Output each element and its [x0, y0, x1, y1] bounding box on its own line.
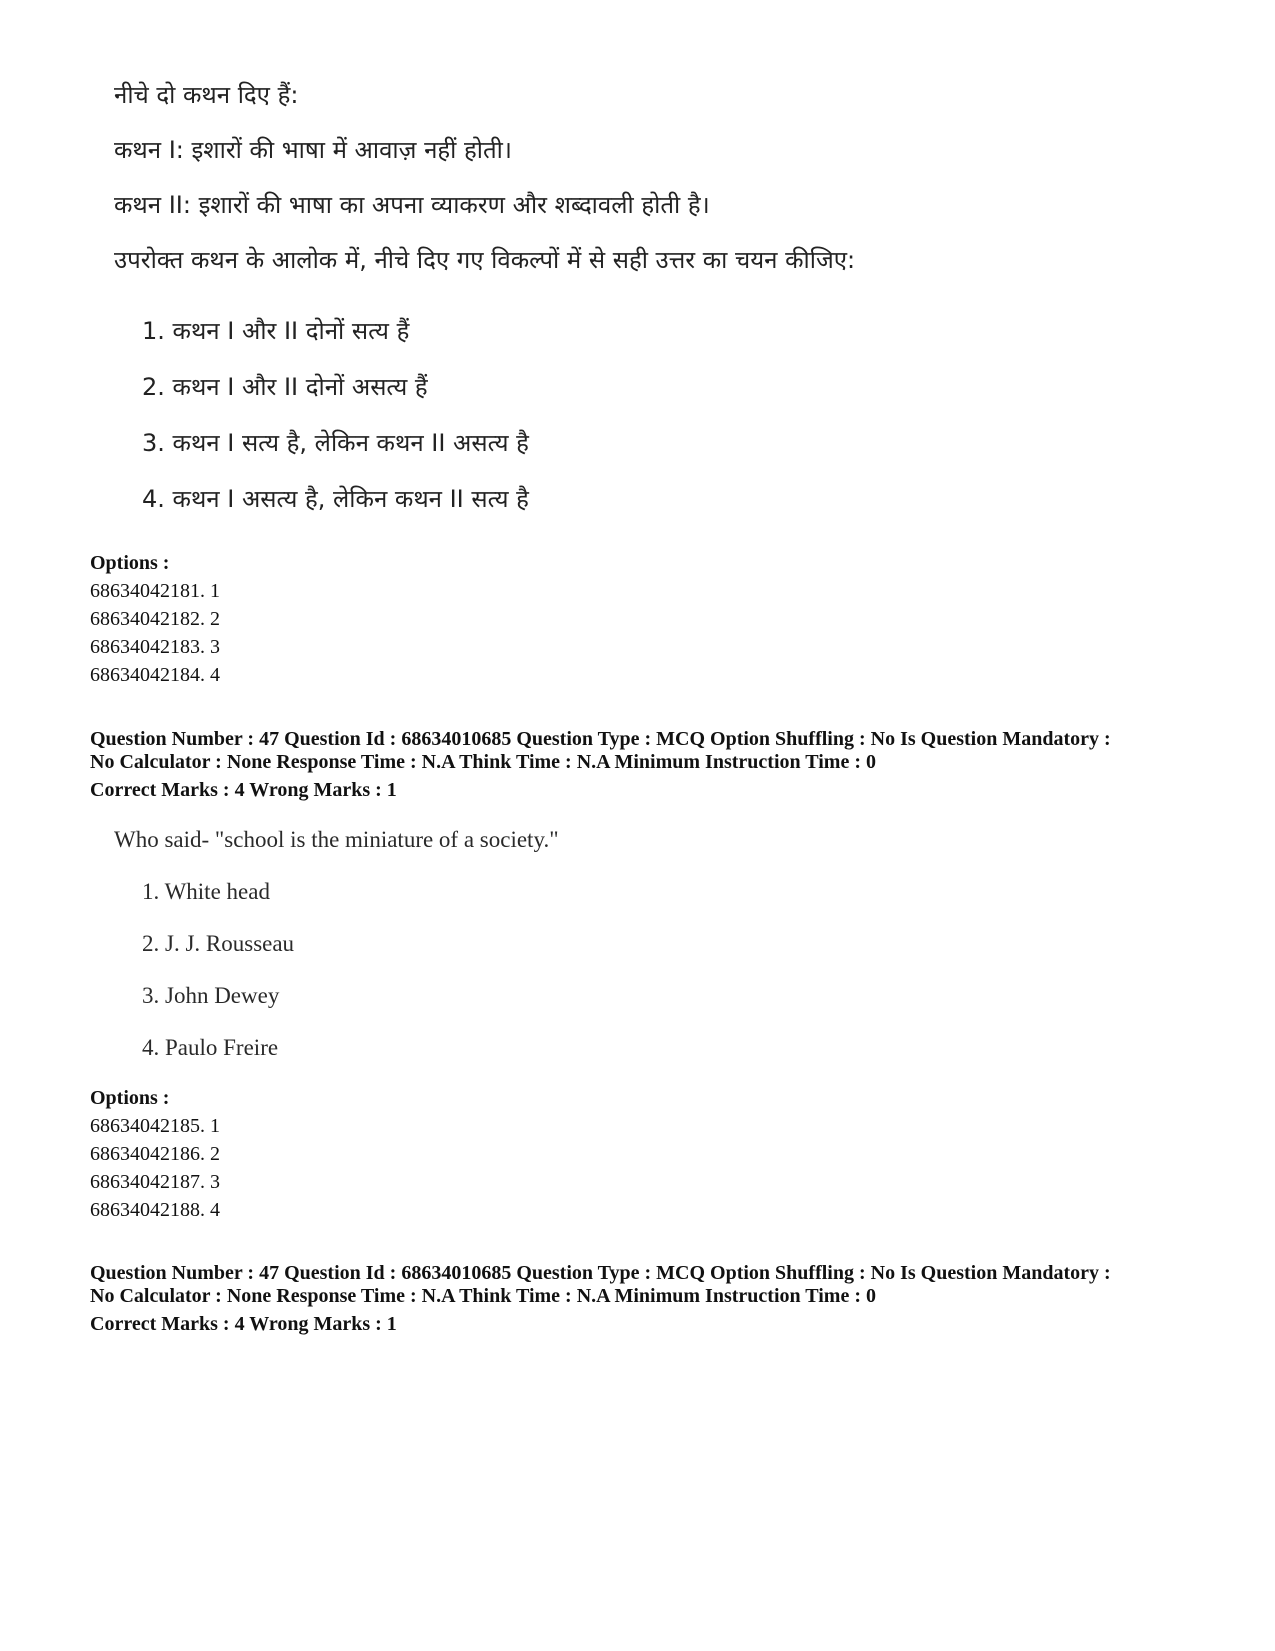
- options-label: Options :: [90, 1087, 170, 1109]
- option-id-3: 68634042187. 3: [90, 1171, 220, 1193]
- question-46-body: [114, 78, 914, 538]
- question-47-body: [114, 825, 814, 1085]
- question-meta-line-2: No Calculator : None Response Time : N.A Think Time : N.A Minimum Instruction Time : 0: [90, 751, 876, 773]
- choice-4: 4. कथन I असत्य है, लेकिन कथन II सत्य है: [142, 485, 529, 513]
- options-label: Options :: [90, 552, 170, 574]
- question-meta-line-1: Question Number : 47 Question Id : 68634010685 Question Type : MCQ Option Shuffling : No Is Question Mandatory :: [90, 728, 1111, 750]
- statement-2: कथन II: इशारों की भाषा का अपना व्याकरण और शब्दावली होती है।: [114, 191, 710, 219]
- question-stem: Who said- "school is the miniature of a society.": [114, 827, 559, 852]
- choice-3: 3. John Dewey: [142, 983, 280, 1008]
- question-intro: नीचे दो कथन दिए हैं:: [114, 81, 299, 109]
- statement-1: कथन I: इशारों की भाषा में आवाज़ नहीं होती।: [114, 136, 512, 164]
- option-id-1: 68634042185. 1: [90, 1115, 220, 1137]
- question-47-meta: [90, 728, 1190, 802]
- option-id-4: 68634042184. 4: [90, 664, 220, 686]
- choice-1: 1. White head: [142, 879, 270, 904]
- marks-line: Correct Marks : 4 Wrong Marks : 1: [90, 1313, 397, 1335]
- question-46-options: [90, 549, 220, 689]
- choice-4: 4. Paulo Freire: [142, 1035, 279, 1060]
- option-id-2: 68634042186. 2: [90, 1143, 220, 1165]
- choice-3: 3. कथन I सत्य है, लेकिन कथन II असत्य है: [142, 429, 529, 457]
- question-next-meta: [90, 1262, 1190, 1336]
- question-meta-line-2: No Calculator : None Response Time : N.A Think Time : N.A Minimum Instruction Time : 0: [90, 1285, 876, 1307]
- option-id-2: 68634042182. 2: [90, 608, 220, 630]
- question-47-options: [90, 1084, 220, 1224]
- choice-2: 2. कथन I और II दोनों असत्य हैं: [142, 373, 428, 401]
- question-meta-line-1: Question Number : 47 Question Id : 68634010685 Question Type : MCQ Option Shuffling : No Is Question Mandatory :: [90, 1262, 1111, 1284]
- option-id-4: 68634042188. 4: [90, 1199, 220, 1221]
- option-id-1: 68634042181. 1: [90, 580, 220, 602]
- choice-2: 2. J. J. Rousseau: [142, 931, 295, 956]
- question-instruction: उपरोक्त कथन के आलोक में, नीचे दिए गए विकल्पों में से सही उत्तर का चयन कीजिए:: [114, 246, 856, 274]
- choice-1: 1. कथन I और II दोनों सत्य हैं: [142, 317, 410, 345]
- marks-line: Correct Marks : 4 Wrong Marks : 1: [90, 779, 397, 801]
- option-id-3: 68634042183. 3: [90, 636, 220, 658]
